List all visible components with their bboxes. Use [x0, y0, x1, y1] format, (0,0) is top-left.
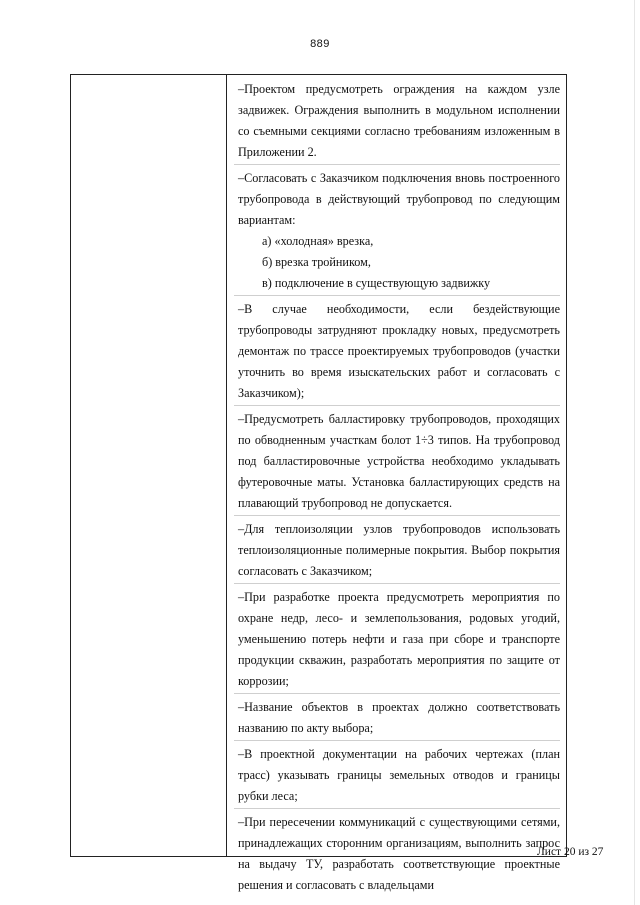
requirements-table: [70, 74, 567, 892]
requirement-item: –При пересечении коммуникаций с существующими сетями, принадлежащих сторонним организациям, выполнить запрос на выдачу ТУ, разработать соответствующие проектные решения и согласовать с владельцами: [238, 815, 560, 892]
requirement-item: –Предусмотреть балластировку трубопроводов, проходящих по обводненным участкам болот 1÷3 типов. На трубопровод под балластировочные устройства необходимо укладывать футеровочные маты. Установка балластирующих средств на плавающий трубопровод не допускается.: [234, 409, 560, 516]
requirement-item: –Согласовать с Заказчиком подключения вновь построенного трубопровода в действующий трубопровод по следующим вариантам: а) «холодная» врезка, б) врезка тройником, в) подключение в существующую задвижку: [234, 168, 560, 296]
table-right-column: [227, 75, 566, 892]
requirement-item: –В случае необходимости, если бездействующие трубопроводы затрудняют прокладку новых, предусмотреть демонтаж по трассе проектируемых трубопроводов (участки уточнить во время изыскательских работ и согласовать с Заказчиком);: [234, 299, 560, 406]
table-left-column: [71, 75, 227, 856]
requirement-subitem: в) подключение в существующую задвижку: [262, 276, 491, 290]
requirement-item: –Проектом предусмотреть ограждения на каждом узле задвижек. Ограждения выполнить в модульном исполнении со съемными секциями согласно требованиям изложенным в Приложении 2.: [234, 79, 560, 165]
requirement-subitem: б) врезка тройником,: [262, 255, 371, 269]
requirement-subitem: а) «холодная» врезка,: [262, 234, 374, 248]
requirement-item: –Название объектов в проектах должно соответствовать названию по акту выбора;: [234, 697, 560, 741]
scan-edge-line: [634, 0, 635, 905]
requirement-item: –При разработке проекта предусмотреть мероприятия по охране недр, лесо- и землепользования, родовых угодий, уменьшению потерь нефти и газа при сборе и транспорте продукции скважин, разработать мероприятия по защите от коррозии;: [234, 587, 560, 694]
requirement-item: –Для теплоизоляции узлов трубопроводов использовать теплоизоляционные полимерные покрытия. Выбор покрытия согласовать с Заказчиком;: [234, 519, 560, 584]
page-number: 889: [310, 38, 330, 50]
requirement-item: –В проектной документации на рабочих чертежах (план трасс) указывать границы земельных отводов и границы рубки леса;: [234, 744, 560, 809]
sheet-counter: Лист 20 из 27: [537, 846, 604, 858]
